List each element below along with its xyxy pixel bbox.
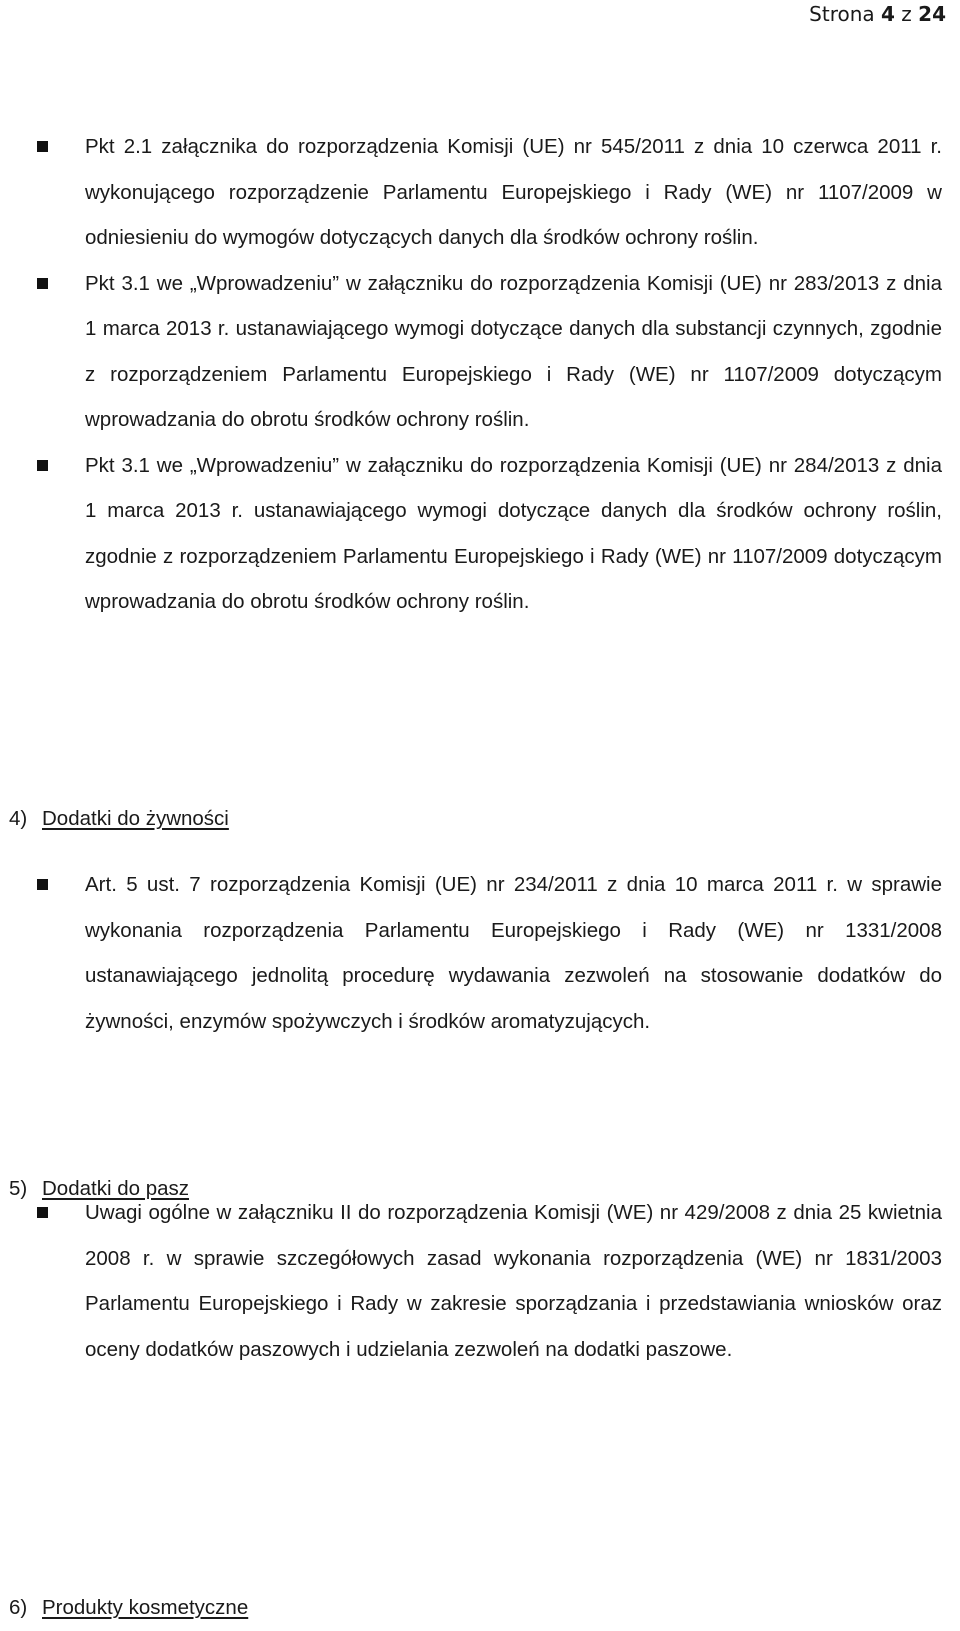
square-bullet-icon [37, 879, 48, 890]
section-heading-cosmetics [9, 1593, 248, 1623]
list-item [0, 443, 960, 625]
list-item [0, 862, 960, 1044]
total-pages: 24 [918, 2, 946, 26]
regulation-list-food-additives [0, 862, 960, 1044]
section-number: 6) [9, 1596, 28, 1619]
list-item [0, 124, 960, 261]
section-heading-food-additives [9, 804, 229, 834]
square-bullet-icon [37, 1207, 48, 1218]
page-number-header [809, 2, 946, 26]
list-item [0, 1190, 960, 1372]
section-title: Produkty kosmetyczne [42, 1596, 249, 1619]
regulation-list-plant-protection [0, 124, 960, 625]
page-label: Strona [809, 2, 875, 26]
list-item-text: Art. 5 ust. 7 rozporządzenia Komisji (UE) nr 234/2011 z dnia 10 marca 2011 r. w sprawie wykonania rozporządzenia Parlamentu Europejskiego i Rady (WE) nr 1331/2008 ustanawiającego jednolitą procedurę wydawania zezwoleń na stosowanie dodatków do żywności, enzymów spożywczych i środków aromatyzujących. [85, 873, 942, 1033]
section-title: Dodatki do pasz [42, 1177, 190, 1200]
list-item [0, 261, 960, 443]
list-item-text: Pkt 3.1 we „Wprowadzeniu” w załączniku do rozporządzenia Komisji (UE) nr 283/2013 z dnia 1 marca 2013 r. ustanawiającego wymogi dotyczące danych dla substancji czynnych, zgodnie z rozporządzeniem Parlamentu Europejskiego i Rady (WE) nr 1107/2009 dotyczącym wprowadzania do obrotu środków ochrony roślin. [85, 271, 942, 431]
section-title: Dodatki do żywności [42, 807, 229, 830]
page-separator: z [901, 2, 912, 26]
square-bullet-icon [37, 460, 48, 471]
regulation-list-feed-additives [0, 1190, 960, 1372]
list-item-text: Uwagi ogólne w załączniku II do rozporządzenia Komisji (WE) nr 429/2008 z dnia 25 kwietnia 2008 r. w sprawie szczegółowych zasad wykonania rozporządzenia (WE) nr 1831/2003 Parlamentu Europejskiego i Rady w zakresie sporządzania i przedstawiania wniosków oraz oceny dodatków paszowych i udzielania zezwoleń na dodatki paszowe. [85, 1201, 942, 1361]
section-number: 5) [9, 1177, 28, 1200]
list-item-text: Pkt 2.1 załącznika do rozporządzenia Komisji (UE) nr 545/2011 z dnia 10 czerwca 2011 r. wykonującego rozporządzenie Parlamentu Europejskiego i Rady (WE) nr 1107/2009 w odniesieniu do wymogów dotyczących danych dla środków ochrony roślin. [85, 135, 942, 249]
square-bullet-icon [37, 141, 48, 152]
section-number: 4) [9, 807, 28, 830]
square-bullet-icon [37, 278, 48, 289]
current-page: 4 [881, 2, 895, 26]
list-item-text: Pkt 3.1 we „Wprowadzeniu” w załączniku do rozporządzenia Komisji (UE) nr 284/2013 z dnia 1 marca 2013 r. ustanawiającego wymogi dotyczące danych dla środków ochrony roślin, zgodnie z rozporządzeniem Parlamentu Europejskiego i Rady (WE) nr 1107/2009 dotyczącym wprowadzania do obrotu środków ochrony roślin. [85, 453, 942, 613]
